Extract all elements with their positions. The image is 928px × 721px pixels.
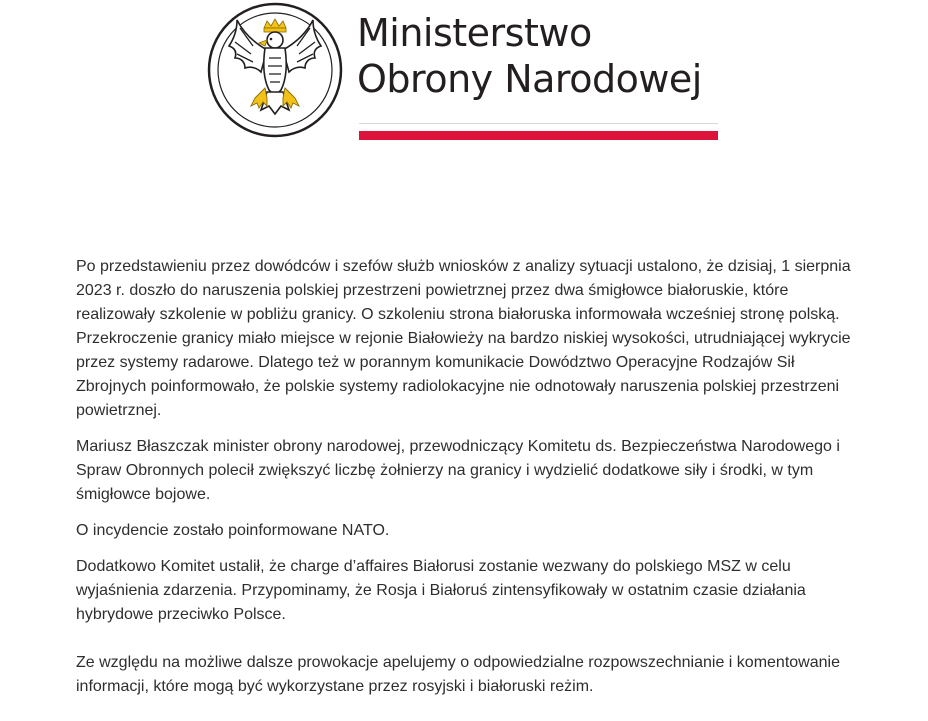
paragraph-4: Dodatkowo Komitet ustalił, że charge d’affaires Białorusi zostanie wezwany do polskiego MSZ w celu wyjaśnienia zdarzenia. Przypominamy, że Rosja i Białoruś zintensyfikowały w ostatnim czasie działania hybrydowe przeciwko Polsce. bbox=[76, 558, 806, 623]
flag-white-stripe bbox=[359, 123, 718, 131]
paragraph-3: O incydencie zostało poinformowane NATO. bbox=[76, 522, 390, 539]
title-line-2: Obrony Narodowej bbox=[357, 57, 702, 101]
ministry-header bbox=[207, 2, 727, 142]
ministry-title bbox=[357, 10, 727, 102]
polish-eagle-emblem-icon bbox=[207, 2, 343, 138]
statement-body bbox=[76, 255, 856, 711]
paragraph-5: Ze względu na możliwe dalsze prowokacje apelujemy o odpowiedzialne rozpowszechnianie i komentowanie informacji, które mogą być wykorzystane przez rosyjski i białoruski reżim. bbox=[76, 654, 840, 695]
title-line-1: Ministerstwo bbox=[357, 11, 592, 55]
paragraph-1: Po przedstawieniu przez dowódców i szefów służb wniosków z analizy sytuacji ustalono, że dzisiaj, 1 sierpnia 2023 r. doszło do naruszenia polskiej przestrzeni powietrznej przez dwa śmigłowce białoruskie, które realizowały szkolenie w pobliżu granicy. O szkoleniu strona białoruska informowała wcześniej stronę polską. Przekroczenie granicy miało miejsce w rejonie Białowieży na bardzo niskiej wysokości, utrudniającej wykrycie przez systemy radarowe. Dlatego też w porannym komunikacie Dowództwo Operacyjne Rodzajów Sił Zbrojnych poinformowało, że polskie systemy radiolokacyjne nie odnotowały naruszenia polskiej przestrzeni powietrznej. bbox=[76, 258, 851, 419]
flag-red-stripe bbox=[359, 131, 718, 140]
paragraph-2: Mariusz Błaszczak minister obrony narodowej, przewodniczący Komitetu ds. Bezpieczeństwa Narodowego i Spraw Obronnych polecił zwiększyć liczbę żołnierzy na granicy i wydzielić dodatkowe siły i środki, w tym śmigłowce bojowe. bbox=[76, 438, 840, 503]
flag-divider bbox=[359, 123, 718, 140]
